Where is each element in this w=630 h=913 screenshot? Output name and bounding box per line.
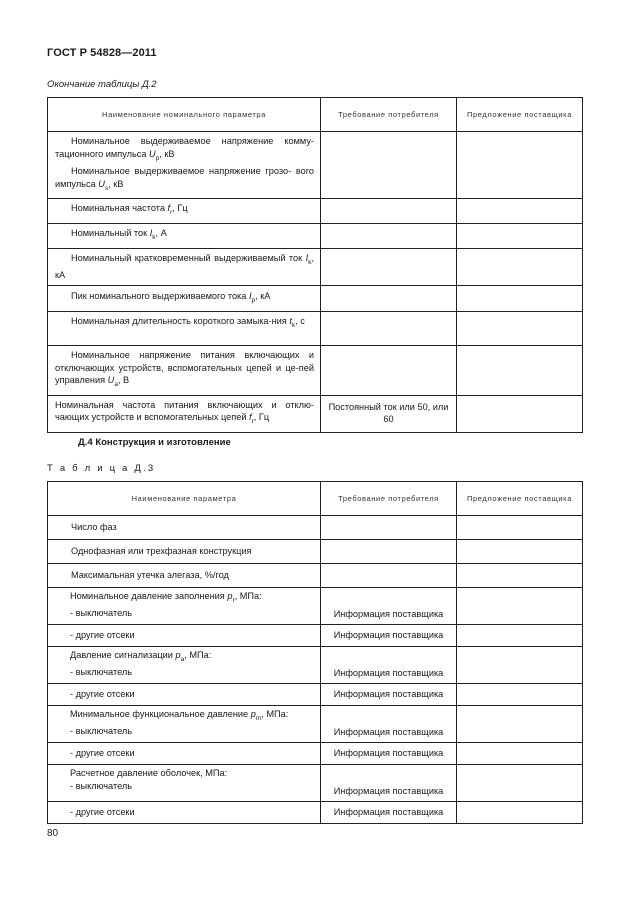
- column-header-proposal: Предложение поставщика: [457, 98, 583, 132]
- proposal-cell[interactable]: [457, 647, 583, 684]
- table-row: [48, 625, 583, 647]
- parameter-cell: Число фаз: [48, 516, 321, 540]
- parameter-cell: Номинальная длительность короткого замыка-ния $t_k$, с: [48, 312, 321, 346]
- requirement-cell[interactable]: [321, 199, 457, 224]
- proposal-cell[interactable]: [457, 516, 583, 540]
- parameters-table-d2: [47, 97, 583, 433]
- table-row: [48, 516, 583, 540]
- requirement-cell[interactable]: [321, 224, 457, 249]
- table-caption-continued: Окончание таблицы Д.2: [47, 79, 157, 90]
- table-row: [48, 199, 583, 224]
- proposal-cell[interactable]: [457, 224, 583, 249]
- proposal-cell[interactable]: [457, 625, 583, 647]
- proposal-cell[interactable]: [457, 346, 583, 396]
- parameter-cell: Номинальный ток $I_k$, А: [48, 224, 321, 249]
- table-row: [48, 684, 583, 706]
- table-row: [48, 743, 583, 765]
- table-row: [48, 588, 583, 625]
- requirement-cell[interactable]: Постоянный ток или 50, или 60: [321, 395, 457, 432]
- column-header-requirement: Требование потребителя: [321, 98, 457, 132]
- page-number: 80: [47, 828, 59, 839]
- requirement-cell[interactable]: Информация поставщика: [321, 743, 457, 765]
- parameter-cell: Номинальное давление заполнения $p_r$, МПа: - выключатель: [48, 588, 321, 625]
- table-row: [48, 802, 583, 824]
- design-table-d3: [47, 481, 583, 824]
- column-header-parameter: Наименование номинального параметра: [48, 98, 321, 132]
- requirement-cell[interactable]: Информация поставщика: [321, 706, 457, 743]
- table-row: [48, 346, 583, 396]
- parameter-cell: Максимальная утечка элегаза, %/год: [48, 564, 321, 588]
- parameter-cell: Номинальное выдерживаемое напряжение комму- тационного импульса $U_p$, кВ Номинальное выдерживаемое напряжение грозо- вого импульса $U_s$, кВ: [48, 132, 321, 199]
- table-row: [48, 564, 583, 588]
- parameter-cell: - другие отсеки: [48, 802, 321, 824]
- requirement-cell[interactable]: Информация поставщика: [321, 765, 457, 802]
- requirement-cell[interactable]: [321, 540, 457, 564]
- proposal-cell[interactable]: [457, 588, 583, 625]
- parameter-cell: - другие отсеки: [48, 625, 321, 647]
- table-row: [48, 224, 583, 249]
- requirement-cell[interactable]: [321, 516, 457, 540]
- table-row: [48, 132, 583, 199]
- proposal-cell[interactable]: [457, 132, 583, 199]
- requirement-cell[interactable]: [321, 312, 457, 346]
- table-row: [48, 706, 583, 743]
- parameter-cell: Однофазная или трехфазная конструкция: [48, 540, 321, 564]
- proposal-cell[interactable]: [457, 765, 583, 802]
- parameter-cell: Пик номинального выдерживаемого тока $I_p$, кА: [48, 286, 321, 312]
- parameter-cell: - другие отсеки: [48, 684, 321, 706]
- requirement-cell[interactable]: Информация поставщика: [321, 588, 457, 625]
- requirement-cell[interactable]: [321, 132, 457, 199]
- proposal-cell[interactable]: [457, 802, 583, 824]
- proposal-cell[interactable]: [457, 743, 583, 765]
- section-heading: Д.4 Конструкция и изготовление: [78, 437, 231, 448]
- table-row: [48, 647, 583, 684]
- column-header-proposal: Предложение поставщика: [457, 482, 583, 516]
- parameter-cell: Минимальное функциональное давление $p_m$, МПа: - выключатель: [48, 706, 321, 743]
- proposal-cell[interactable]: [457, 199, 583, 224]
- requirement-cell[interactable]: Информация поставщика: [321, 625, 457, 647]
- table-row: [48, 395, 583, 432]
- parameter-cell: Номинальная частота $f_r$, Гц: [48, 199, 321, 224]
- proposal-cell[interactable]: [457, 706, 583, 743]
- document-header: ГОСТ Р 54828—2011: [47, 47, 157, 59]
- proposal-cell[interactable]: [457, 684, 583, 706]
- proposal-cell[interactable]: [457, 564, 583, 588]
- table-row: [48, 286, 583, 312]
- proposal-cell[interactable]: [457, 395, 583, 432]
- requirement-cell[interactable]: [321, 346, 457, 396]
- requirement-cell[interactable]: [321, 564, 457, 588]
- table-row: [48, 765, 583, 802]
- table-row: [48, 540, 583, 564]
- parameter-cell: - другие отсеки: [48, 743, 321, 765]
- column-header-requirement: Требование потребителя: [321, 482, 457, 516]
- requirement-cell[interactable]: Информация поставщика: [321, 802, 457, 824]
- parameter-cell: Номинальный кратковременный выдерживаемый ток $I_k$, кА: [48, 249, 321, 286]
- requirement-cell[interactable]: Информация поставщика: [321, 647, 457, 684]
- parameter-cell: Номинальная частота питания включающих и отклю-чающих устройств и вспомогательных цепей $f_r$, Гц: [48, 395, 321, 432]
- requirement-cell[interactable]: [321, 249, 457, 286]
- parameter-cell: Расчетное давление оболочек, МПа: - выключатель: [48, 765, 321, 802]
- proposal-cell[interactable]: [457, 249, 583, 286]
- proposal-cell[interactable]: [457, 312, 583, 346]
- table-row: [48, 312, 583, 346]
- proposal-cell[interactable]: [457, 540, 583, 564]
- column-header-parameter: Наименование параметра: [48, 482, 321, 516]
- parameter-cell: Номинальное напряжение питания включающих и отключающих устройств, вспомогательных цепей и це-пей управления $U_a$, В: [48, 346, 321, 396]
- table-caption: Т а б л и ц а Д.3: [47, 463, 156, 474]
- parameter-cell: Давление сигнализации $p_a$, МПа: - выключатель: [48, 647, 321, 684]
- requirement-cell[interactable]: [321, 286, 457, 312]
- table-row: [48, 249, 583, 286]
- requirement-cell[interactable]: Информация поставщика: [321, 684, 457, 706]
- proposal-cell[interactable]: [457, 286, 583, 312]
